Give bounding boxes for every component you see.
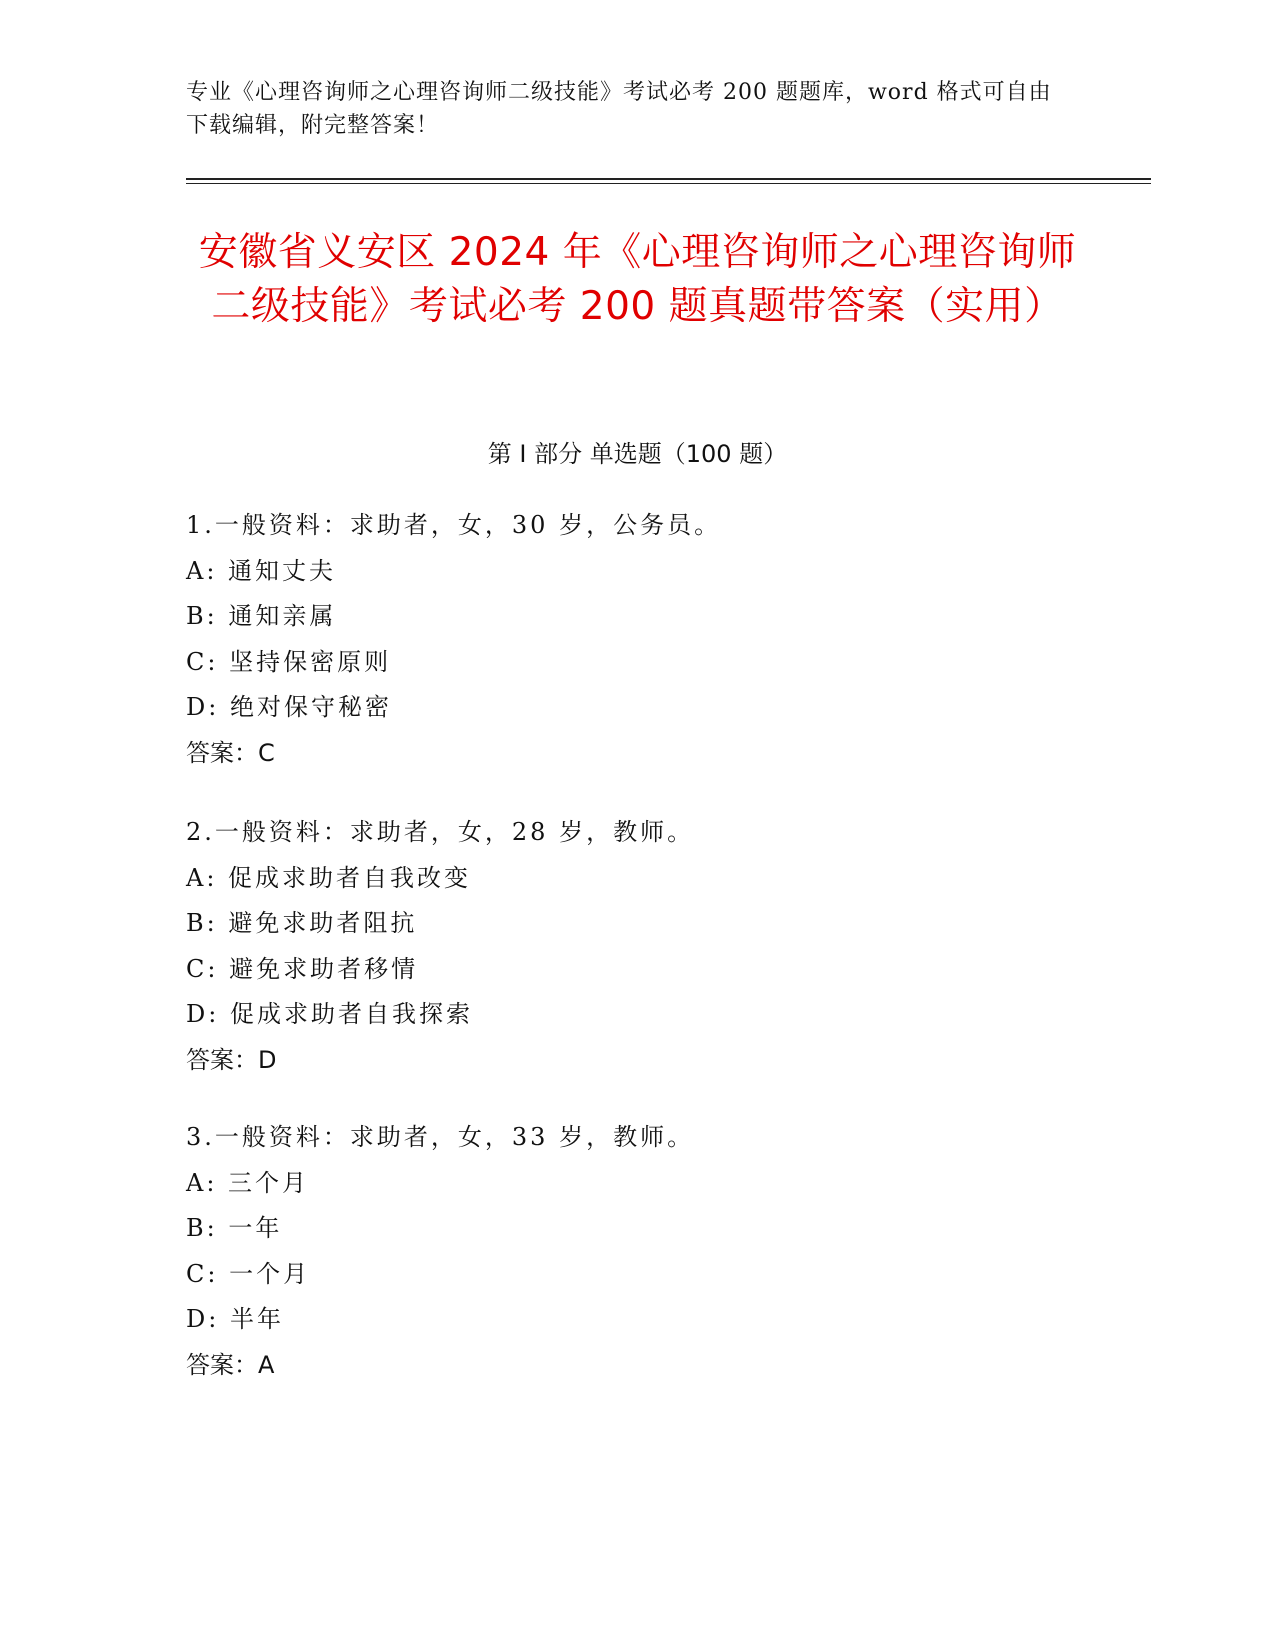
question-3 [186, 1115, 1086, 1388]
answer: 答案：D [186, 1045, 277, 1074]
section-heading: 第 I 部分 单选题（100 题） [487, 440, 788, 468]
option-d: D: 促成求助者自我探索 [186, 1000, 473, 1028]
question-stem: 2.一般资料：求助者，女，28 岁，教师。 [186, 818, 695, 846]
document-title: 安徽省义安区 2024 年《心理咨询师之心理咨询师二级技能》考试必考 200 题真题带答案（实用） [198, 230, 1077, 329]
option-c: C: 坚持保密原则 [186, 647, 392, 676]
option-d: D: 绝对保守秘密 [186, 693, 392, 721]
option-a: A: 促成求助者自我改变 [186, 863, 472, 892]
header-rule-thick [186, 178, 1151, 180]
option-c: C: 一个月 [186, 1259, 311, 1288]
answer: 答案：A [186, 1350, 275, 1379]
question-2 [186, 810, 1086, 1083]
header-note: 专业《心理咨询师之心理咨询师二级技能》考试必考 200 题题库，word 格式可自由下载编辑，附完整答案！ [186, 80, 1052, 138]
option-a: A: 三个月 [186, 1168, 310, 1197]
option-b: B: 一年 [186, 1214, 283, 1242]
answer: 答案：C [186, 738, 275, 767]
header-rule-thin [186, 183, 1151, 184]
option-a: A: 通知丈夫 [186, 556, 337, 585]
question-1 [186, 503, 1086, 776]
option-c: C: 避免求助者移情 [186, 954, 419, 983]
option-b: B: 避免求助者阻抗 [186, 909, 418, 937]
question-stem: 3.一般资料：求助者，女，33 岁，教师。 [186, 1123, 695, 1151]
question-stem: 1.一般资料：求助者，女，30 岁，公务员。 [186, 511, 722, 539]
option-d: D: 半年 [186, 1305, 284, 1333]
option-b: B: 通知亲属 [186, 602, 337, 630]
